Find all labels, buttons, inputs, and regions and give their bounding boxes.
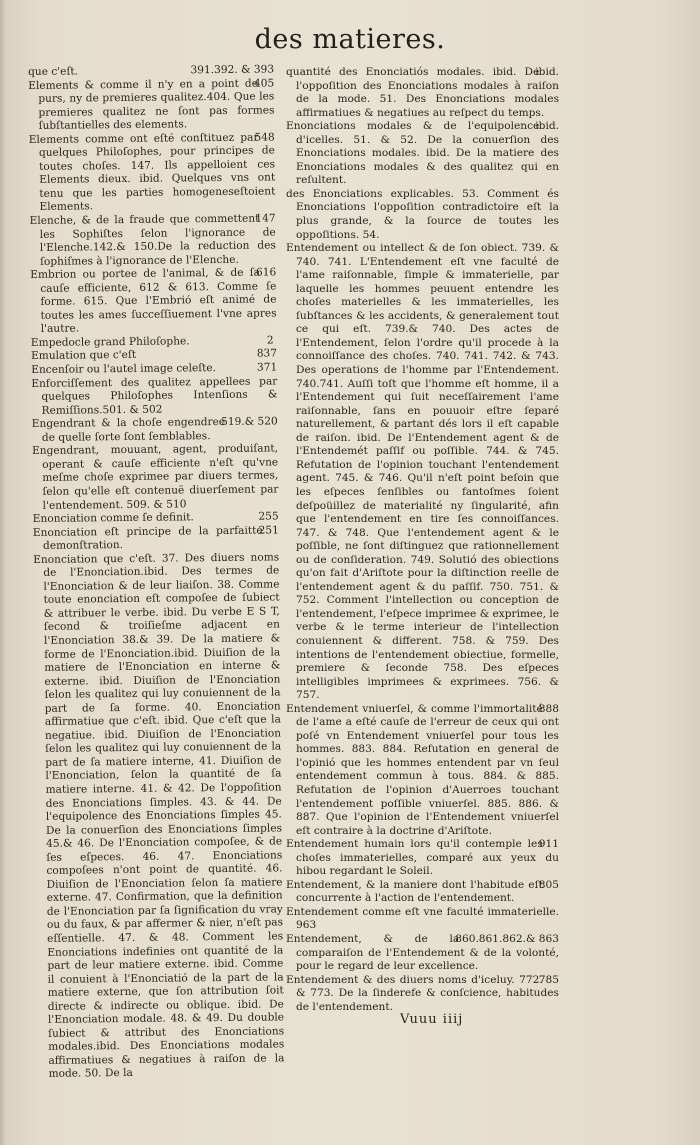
entry-text: Elements comme ont eſté conſtituez par quelques Philoſophes, pour principes de toutes choſes. 147. Ils appelloient ces Elements dieux. ibid. Quelques vns ont tenu que les parties homogeneseſtoient Elements. <box>28 131 276 214</box>
entry-text: Entendement comme eſt vne faculté immaterielle. 963 <box>286 905 559 932</box>
entry-page-ref: 805 <box>538 878 559 891</box>
entry-page-ref: 2 <box>266 334 274 347</box>
entry-text: Entendement, & de la comparaiſon de l'Entendement & de la volonté, pour le regard de leur excellence. <box>286 933 559 973</box>
entry-text: Enonciation comme ſe definit. <box>32 511 194 526</box>
entry-page-ref: 785 <box>538 973 559 986</box>
entry-text: quantité des Enonciatiós modales. ibid. De l'oppoſition des Enonciations modales à raiſon de la mode. 51. Des Enonciations modales affirmatiues & negatiues au reſpect du temps. <box>286 66 559 119</box>
index-entry <box>286 703 559 838</box>
index-entry <box>28 77 275 134</box>
index-entry <box>286 974 559 1015</box>
left-column <box>28 63 285 1082</box>
index-entry <box>30 212 277 269</box>
entry-page-ref: ibid. <box>535 120 559 133</box>
index-entry <box>29 131 276 215</box>
entry-page-ref: 548 <box>254 131 275 144</box>
page-title: des matieres. <box>254 24 446 55</box>
index-entry <box>286 838 559 879</box>
entry-text: Engendrant & la choſe engendree de quelle ſorte ſont ſemblables. <box>31 416 226 444</box>
entry-text: Enforciſſement des qualitez appellees par quelques Philoſophes Intenſions & Remiſſions.501. & 502 <box>31 374 278 417</box>
index-entry <box>286 933 559 974</box>
entry-text: Enonciation eſt principe de la parfaitte demonſtration. <box>32 524 263 553</box>
index-entry <box>30 267 277 337</box>
entry-page-ref: 616 <box>255 266 277 279</box>
index-entry <box>32 416 278 446</box>
signature-mark: Vuuu iiij <box>400 1012 464 1027</box>
index-entry <box>31 375 277 418</box>
index-entry <box>32 443 279 513</box>
index-entry <box>286 188 559 242</box>
entry-text: Empedocle grand Philoſophe. <box>30 335 190 349</box>
entry-text: Emulation que c'eſt <box>30 349 137 363</box>
entry-text: des Enonciations explicables. 53. Comment és Enonciations l'oppoſition contradictoire eſt la plus grande, & la ſource de toutes les oppoſitions. 54. <box>286 187 559 241</box>
entry-text: Elements & comme il n'y en a point de purs, ny de premieres qualitez.404. Que les premieres qualitez ne ſont pas formes ſubſtantielles des elements. <box>28 77 275 133</box>
index-entry <box>286 66 559 120</box>
index-entry <box>286 242 559 703</box>
page-gutter-shadow <box>0 0 6 1145</box>
entry-page-ref: 147 <box>255 212 276 225</box>
right-column <box>286 66 559 1014</box>
entry-text: Entendement, & la maniere dont l'habitude eſt concurrente à l'action de l'entendement. <box>286 878 543 905</box>
entry-page-ref: 911 <box>538 838 559 851</box>
entry-page-ref: ibid. <box>535 66 559 78</box>
index-entry <box>33 551 285 1082</box>
entry-page-ref: 255 <box>258 510 279 523</box>
entry-page-ref: 860.861.862.& 863 <box>455 933 559 945</box>
entry-text: Enonciation que c'eſt. 37. Des diuers noms de l'Enonciation.ibid. Des termes de l'Enonciation & de leur liaiſon. 38. Comme toute enonciation eſt compoſee de ſubiect & attribuer le verbe. ibid. Du verbe E S T, ſecond & troiſieſme adjacent en l'Enonciation 38.& 39. De la matiere & forme de l'Enonciation.ibid. Diuiſion de la matiere de l'Enonciation en interne & externe. ibid. Diuiſion de l'Enonciation ſelon les qualitez qui luy conuiennent de la part de ſa forme. 40. Enonciation affirmatiue que c'eſt. ibid. Que c'eſt que la negatiue. ibid. Diuiſion de l'Enonciation ſelon les qualitez qui luy conuiennent de la part de ſa matiere interne, 41. Diuiſion de l'Enonciation, ſelon la quantité de ſa matiere interne. 41. & 42. De l'oppoſition des Enonciations ſimples. 43. & 44. De l'equipolence des Enonciations ſimples 45. De la conuerſion des Enonciations ſimples 45.& 46. De l'Enonciation compoſee, & de ſes eſpeces. 46. 47. Enonciations compoſees n'ont point de quantité. 46. Diuiſion de l'Enonciation ſelon ſa matiere externe. 47. Confirmation, que la definition de l'Enonciation par ſa ſignification du vray ou du faux, & par affermer & nier, n'eſt pas eſſentielle. 47. & 48. Comment les Enonciations indefinies ont quantité de la part de leur matiere externe. ibid. Comme il conuient à l'Enonciatió de la part de la matiere externe, que ſon attribution ſoit directe & indirecte ou oblique. ibid. De l'Enonciation modale. 48. & 49. Du double ſubiect & attribut des Enonciations modales.ibid. Des Enonciations modales affirmatiues & negatiues à raiſon de la mode. 50. De la <box>33 551 285 1081</box>
entry-text: Engendrant, mouuant, agent, produiſant, operant & cauſe efficiente n'eſt qu'vne meſme choſe exprimee par diuers termes, ſelon qu'elle eſt contenuë diuerſement par l'entendement. 509. & 510 <box>31 442 279 512</box>
entry-page-ref: 251 <box>258 523 279 537</box>
entry-page-ref: 405 <box>253 76 275 90</box>
entry-text: Entendement humain lors qu'il contemple les choſes immaterielles, comparé aux yeux du hibou regardant le Soleil. <box>286 838 559 878</box>
index-entry <box>286 120 559 188</box>
entry-text: Entendement ou intellect & de ſon obiect. 739. & 740. 741. L'Entendement eſt vne faculté de l'ame raiſonnable, ſimple & immaterielle, par laquelle les hommes peuuent entendre les choſes materielles & les immaterielles, les ſubſtances & les accidents, & generalement tout ce qui eſt. 739.& 740. Des actes de l'Entendement, ſelon l'ordre qu'il procede à la connoiſſance des choſes. 740. 741. 742. & 743. Des operations de l'homme par l'Entendement. 740.741. Auſſi toſt que l'homme eſt homme, il a l'Entendement qui ſuit neceſſairement l'ame raiſonnable, ſans en pouuoir eſtre ſeparé naturellement, & partant dés lors il eſt capable de raiſon. ibid. De l'Entendement agent & de l'Entendemét paſſif ou poſſible. 744. & 745. Refutation de l'opinion touchant l'entendement agent. 745. & 746. Qu'il n'eſt point beſoin que les eſpeces ſenſibles ou fantoſmes ſoient deſpoüillez de materialité ny ſingularité, afin que l'entendement en tire ſes connoiſſances. 747. & 748. Que l'entendement agent & le poſſible, ne ſont diſtinguez que rationnellement ou de conſideration. 749. Solutió des obiections qu'on fait d'Ariſtote pour la diſtinction reelle de l'entendement agent & du paſſif. 750. 751. & 752. Comment l'intellection ou conception de l'entendement, l'eſpece imprimee & exprimee, le verbe & le terme interieur de l'intellection conuiennent & different. 758. & 759. Des intentions de l'entendement obiectiue, formelle, premiere & ſeconde 758. Des eſpeces intelligibles imprimees & exprimees. 756. & 757. <box>286 242 559 702</box>
entry-page-ref: 519.& 520 <box>221 415 278 429</box>
index-entry <box>286 879 559 906</box>
entry-text: Embrion ou portee de l'animal, & de ſa cauſe efficiente, 612 & 613. Comme ſe forme. 615. Que l'Embrió eſt animé de toutes les ames ſucceſſiuement l'vne apres l'autre. <box>30 266 277 336</box>
entry-text: que c'eſt. <box>28 65 79 78</box>
entry-text: Entendement & des diuers noms d'iceluy. 772. & 773. De la ſinderefe & conſcience, habitudes de l'entendement. <box>286 973 559 1013</box>
entry-page-ref: 837 <box>256 347 278 361</box>
entry-page-ref: 888 <box>538 702 559 715</box>
entry-page-ref: 371 <box>256 361 278 374</box>
entry-text: Elenche, & de la fraude que commettent les Sophiſtes ſelon l'ignorance de l'Elenche.142.& 150.De la reduction des ſophiſmes à l'ignorance de l'Elenche. <box>29 212 276 268</box>
index-entry <box>286 906 559 933</box>
entry-page-ref: 391.392. & 393 <box>190 63 275 77</box>
entry-text: Encenſoir ou l'autel image celeſte. <box>31 362 217 377</box>
entry-text: Entendement vniuerſel, & comme l'immortalité de l'ame a eſté cauſe de l'erreur de ceux qui ont poſé vn Entendement vniuerſel pour tous les hommes. 883. 884. Refutation en general de l'opinió que les hommes entendent par vn ſeul entendement commun à tous. 884. & 885. Refutation de l'opinion d'Auerroes touchant l'entendement poſſible vniuerſel. 885. 886. & 887. Que l'opinion de l'Entendement vniuerſel eſt contraire à la doctrine d'Ariſtote. <box>286 702 559 837</box>
index-entry <box>33 524 279 554</box>
entry-text: Enonciations modales & de l'equipolence d'icelles. 51. & 52. De la conuerſion des Enonciations modales. ibid. De la matiere des Enonciations modales & des qualitez qui en reſultent. <box>286 120 559 187</box>
